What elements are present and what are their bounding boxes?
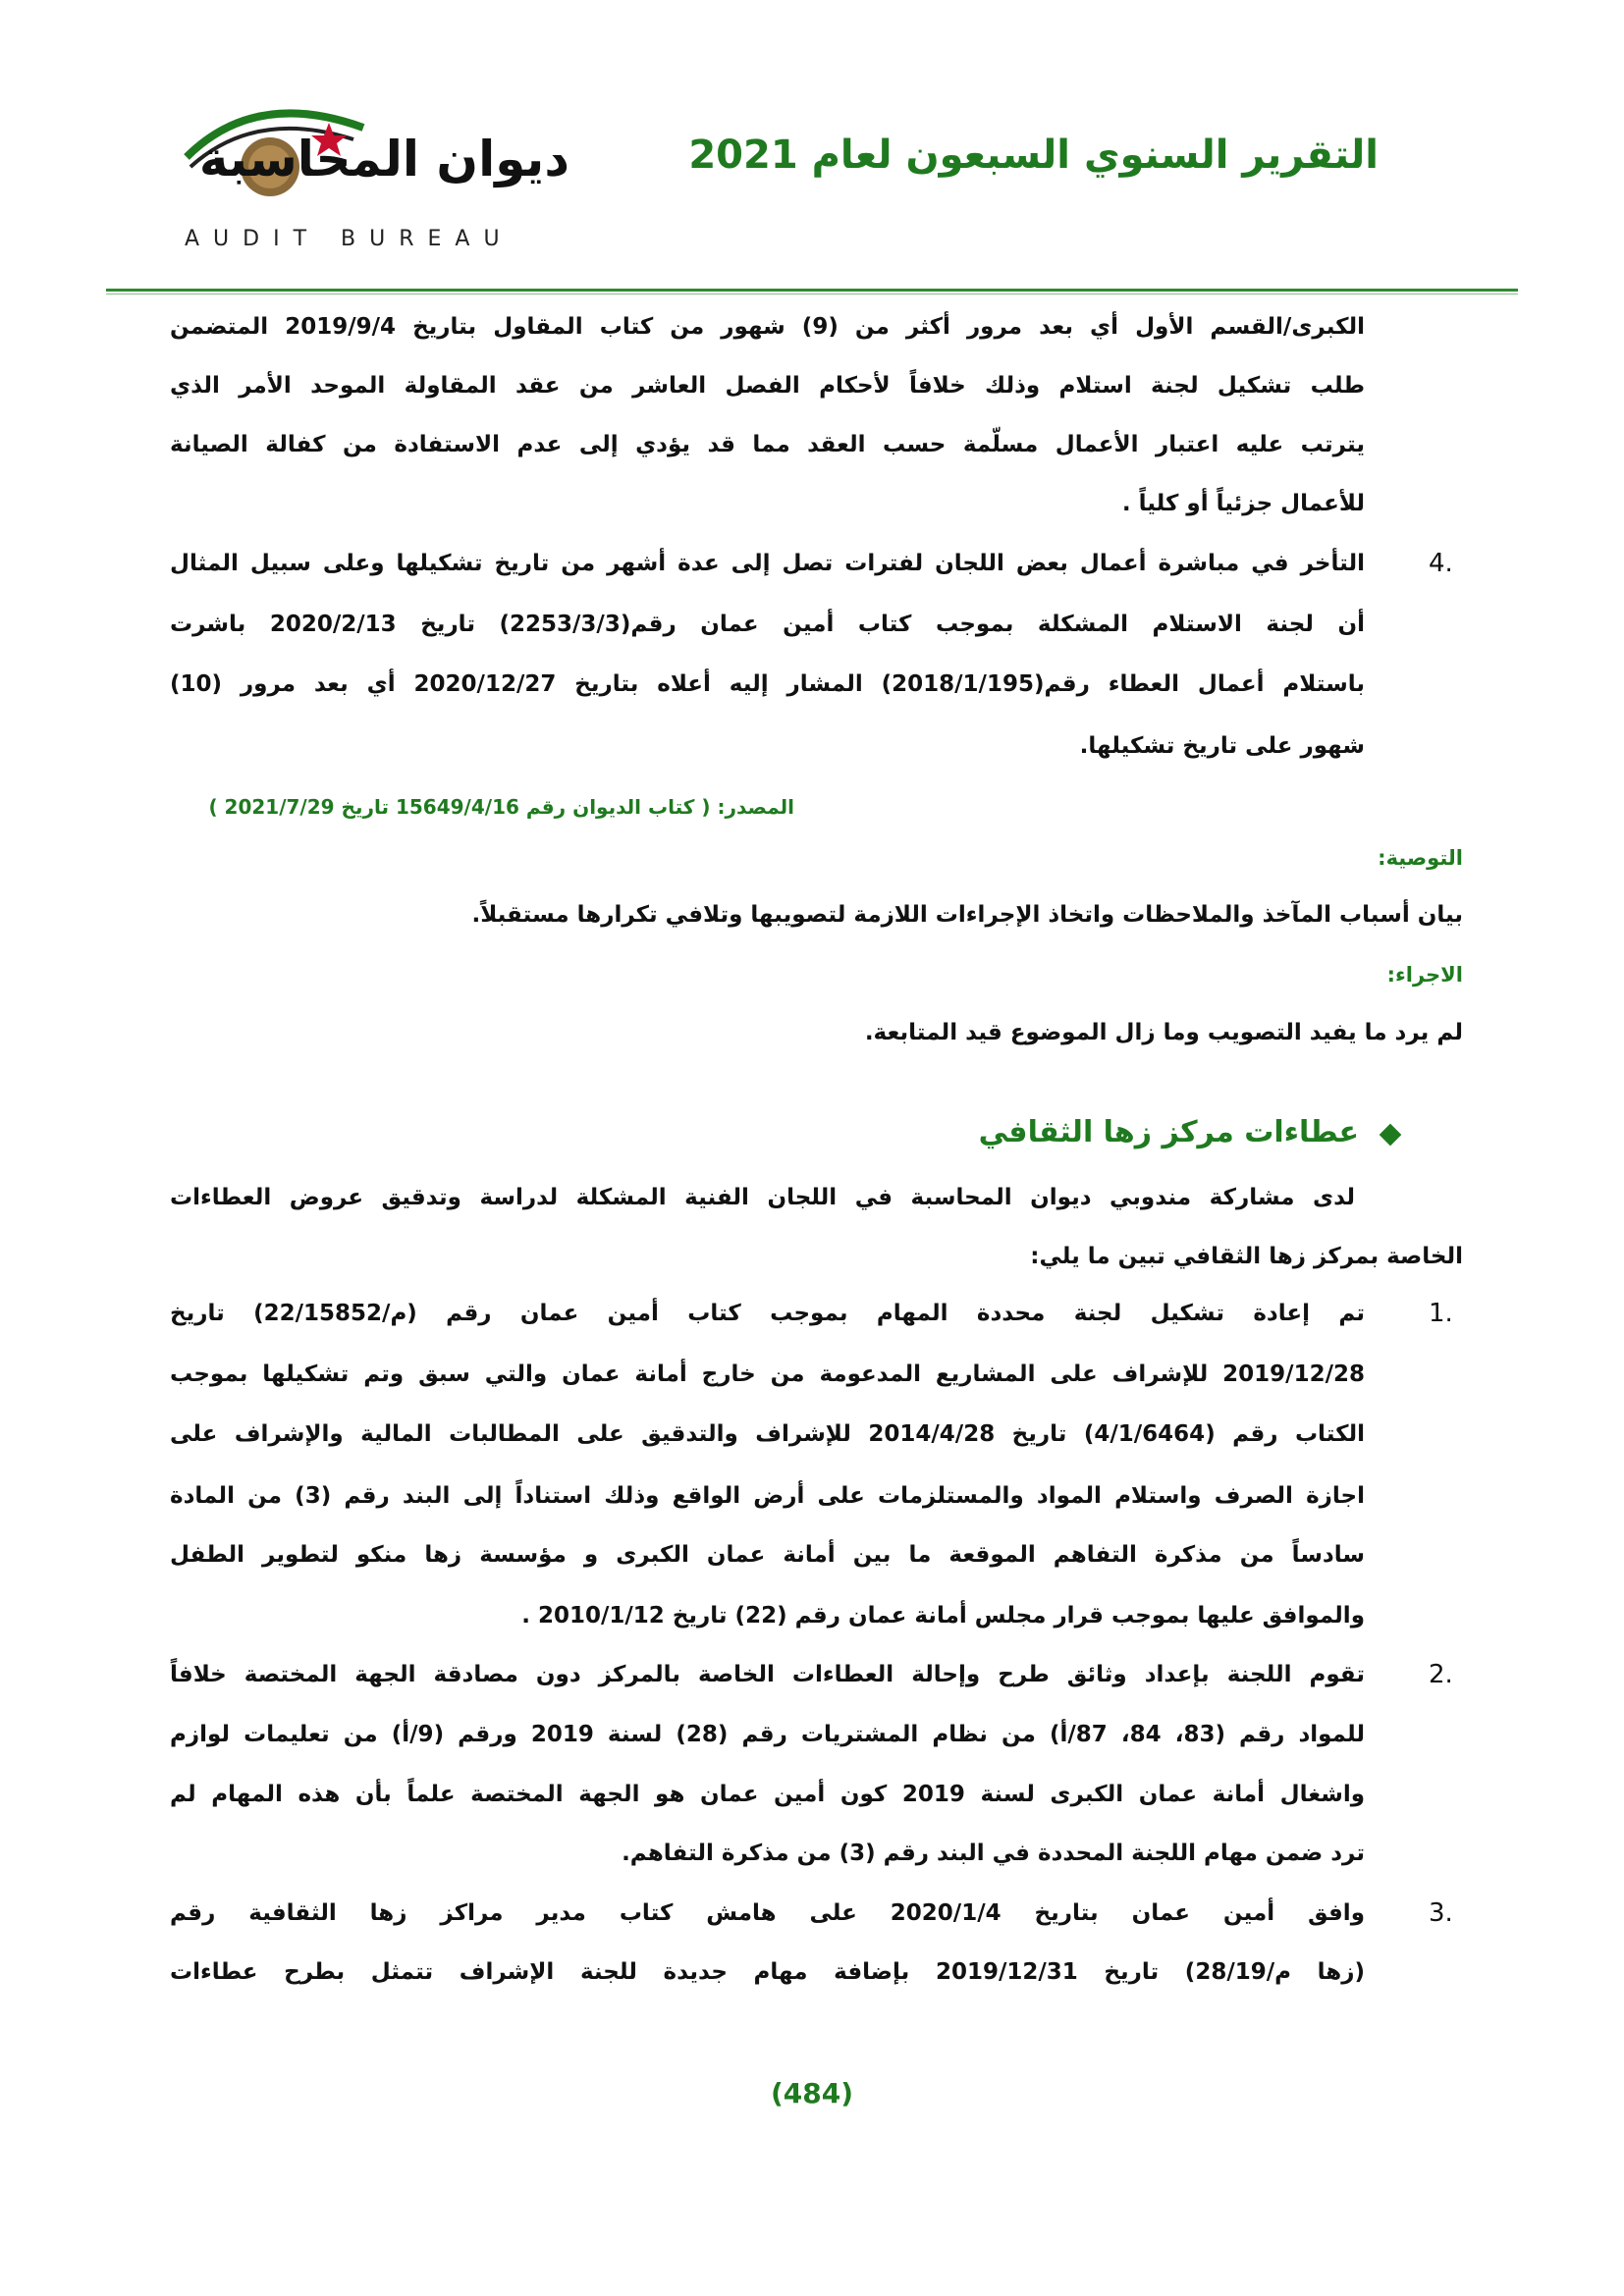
list-item-line: (زها م/28/19) تاريخ 2019/12/31 بإضافة مهام جديدة للجنة الإشراف تتمثل بطرح عطاءات (170, 1959, 1365, 1985)
list-item-line: والموافق عليها بموجب قرار مجلس أمانة عمان رقم (22) تاريخ 2010/1/12 . (521, 1603, 1365, 1629)
list-item-line: سادساً من مذكرة التفاهم الموقعة ما بين أمانة عمان الكبرى و مؤسسة زها منكو لتطوير الطفل (170, 1542, 1365, 1568)
section-heading: عطاءات مركز زها الثقافي (978, 1115, 1359, 1149)
body-line: طلب تشكيل لجنة استلام وذلك خلافاً لأحكام الفصل العاشر من عقد المقاولة الموحد الأمر الذي (170, 373, 1365, 399)
list-number: 3. (1429, 1898, 1453, 1928)
page-number: (484) (770, 2077, 854, 2109)
intro-line: الخاصة بمركز زها الثقافي تبين ما يلي: (1030, 1244, 1463, 1269)
body-line: الكبرى/القسم الأول أي بعد مرور أكثر من (9) شهور من كتاب المقاول بتاريخ 2019/9/4 المتضمن (170, 314, 1366, 340)
list-item-line: وافق أمين عمان بتاريخ 2020/1/4 على هامش كتاب مدير مراكز زها الثقافية رقم (170, 1900, 1365, 1926)
list-item-line: واشغال أمانة عمان الكبرى لسنة 2019 كون أمين عمان هو الجهة المختصة علماً بأن هذه المهام لم (170, 1782, 1365, 1807)
list-item-line: التأخر في مباشرة أعمال بعض اللجان لفترات تصل إلى عدة أشهر من تاريخ تشكيلها وعلى سبيل المثال (170, 551, 1365, 576)
bullet-diamond-icon (1380, 1124, 1402, 1147)
body-line: للأعمال جزئياً أو كلياً . (1121, 491, 1365, 516)
action-text: لم يرد ما يفيد التصويب وما زال الموضوع قيد المتابعة. (864, 1020, 1463, 1045)
list-item-line: أن لجنة الاستلام المشكلة بموجب كتاب أمين عمان رقم(2253/3/3) تاريخ 2020/2/13 باشرت (170, 612, 1365, 637)
list-item-line: شهور على تاريخ تشكيلها. (1079, 733, 1365, 759)
report-title: التقرير السنوي السبعون لعام 2021 (688, 133, 1379, 178)
audit-bureau-logo (177, 29, 569, 265)
list-number: 2. (1429, 1660, 1453, 1689)
list-item-line: تم إعادة تشكيل لجنة محددة المهام بموجب كتاب أمين عمان رقم (م/22/15852) تاريخ (170, 1301, 1365, 1326)
header-divider (106, 289, 1518, 292)
logo-arabic-text: ديوان المحاسبة (198, 131, 569, 187)
logo-english-text: AUDIT BUREAU (185, 227, 514, 251)
list-number: 4. (1429, 549, 1453, 578)
source-citation: المصدر: ( كتاب الديوان رقم 15649/4/16 تاريخ 2021/7/29 ) (208, 795, 794, 819)
list-item-line: تقوم اللجنة بإعداد وثائق طرح وإحالة العطاءات الخاصة بالمركز دون مصادقة الجهة المختصة خلافاً (170, 1662, 1365, 1687)
list-item-line: للمواد رقم (83، 84، 87/أ) من نظام المشتريات رقم (28) لسنة 2019 ورقم (9/أ) من تعليمات لوازم (170, 1722, 1366, 1747)
list-item-line: اجازة الصرف واستلام المواد والمستلزمات على أرض الواقع وذلك استناداً إلى البند رقم (3) من المادة (170, 1483, 1365, 1509)
action-label: الاجراء: (1386, 963, 1463, 987)
list-item-line: ترد ضمن مهام اللجنة المحددة في البند رقم (3) من مذكرة التفاهم. (622, 1841, 1365, 1866)
intro-line: لدى مشاركة مندوبي ديوان المحاسبة في اللجان الفنية المشكلة لدراسة وتدقيق عروض العطاءات (170, 1185, 1355, 1210)
list-number: 1. (1429, 1299, 1453, 1328)
recommendation-label: التوصية: (1378, 846, 1463, 870)
list-item-line: باستلام أعمال العطاء رقم(2018/1/195) المشار إليه أعلاه بتاريخ 2020/12/27 أي بعد مرور (10) (170, 671, 1365, 697)
list-item-line: 2019/12/28 للإشراف على المشاريع المدعومة من خارج أمانة عمان والتي سبق وتم تشكيلها بموجب (170, 1362, 1365, 1387)
list-item-line: الكتاب رقم (4/1/6464) تاريخ 2014/4/28 للإشراف والتدقيق على المطالبات المالية والإشراف على (170, 1421, 1365, 1447)
body-line: يترتب عليه اعتبار الأعمال مسلّمة حسب العقد مما قد يؤدي إلى عدم الاستفادة من كفالة الصيانة (170, 432, 1365, 457)
recommendation-text: بيان أسباب المآخذ والملاحظات واتخاذ الإجراءات اللازمة لتصويبها وتلافي تكرارها مستقبلاً. (471, 902, 1463, 928)
